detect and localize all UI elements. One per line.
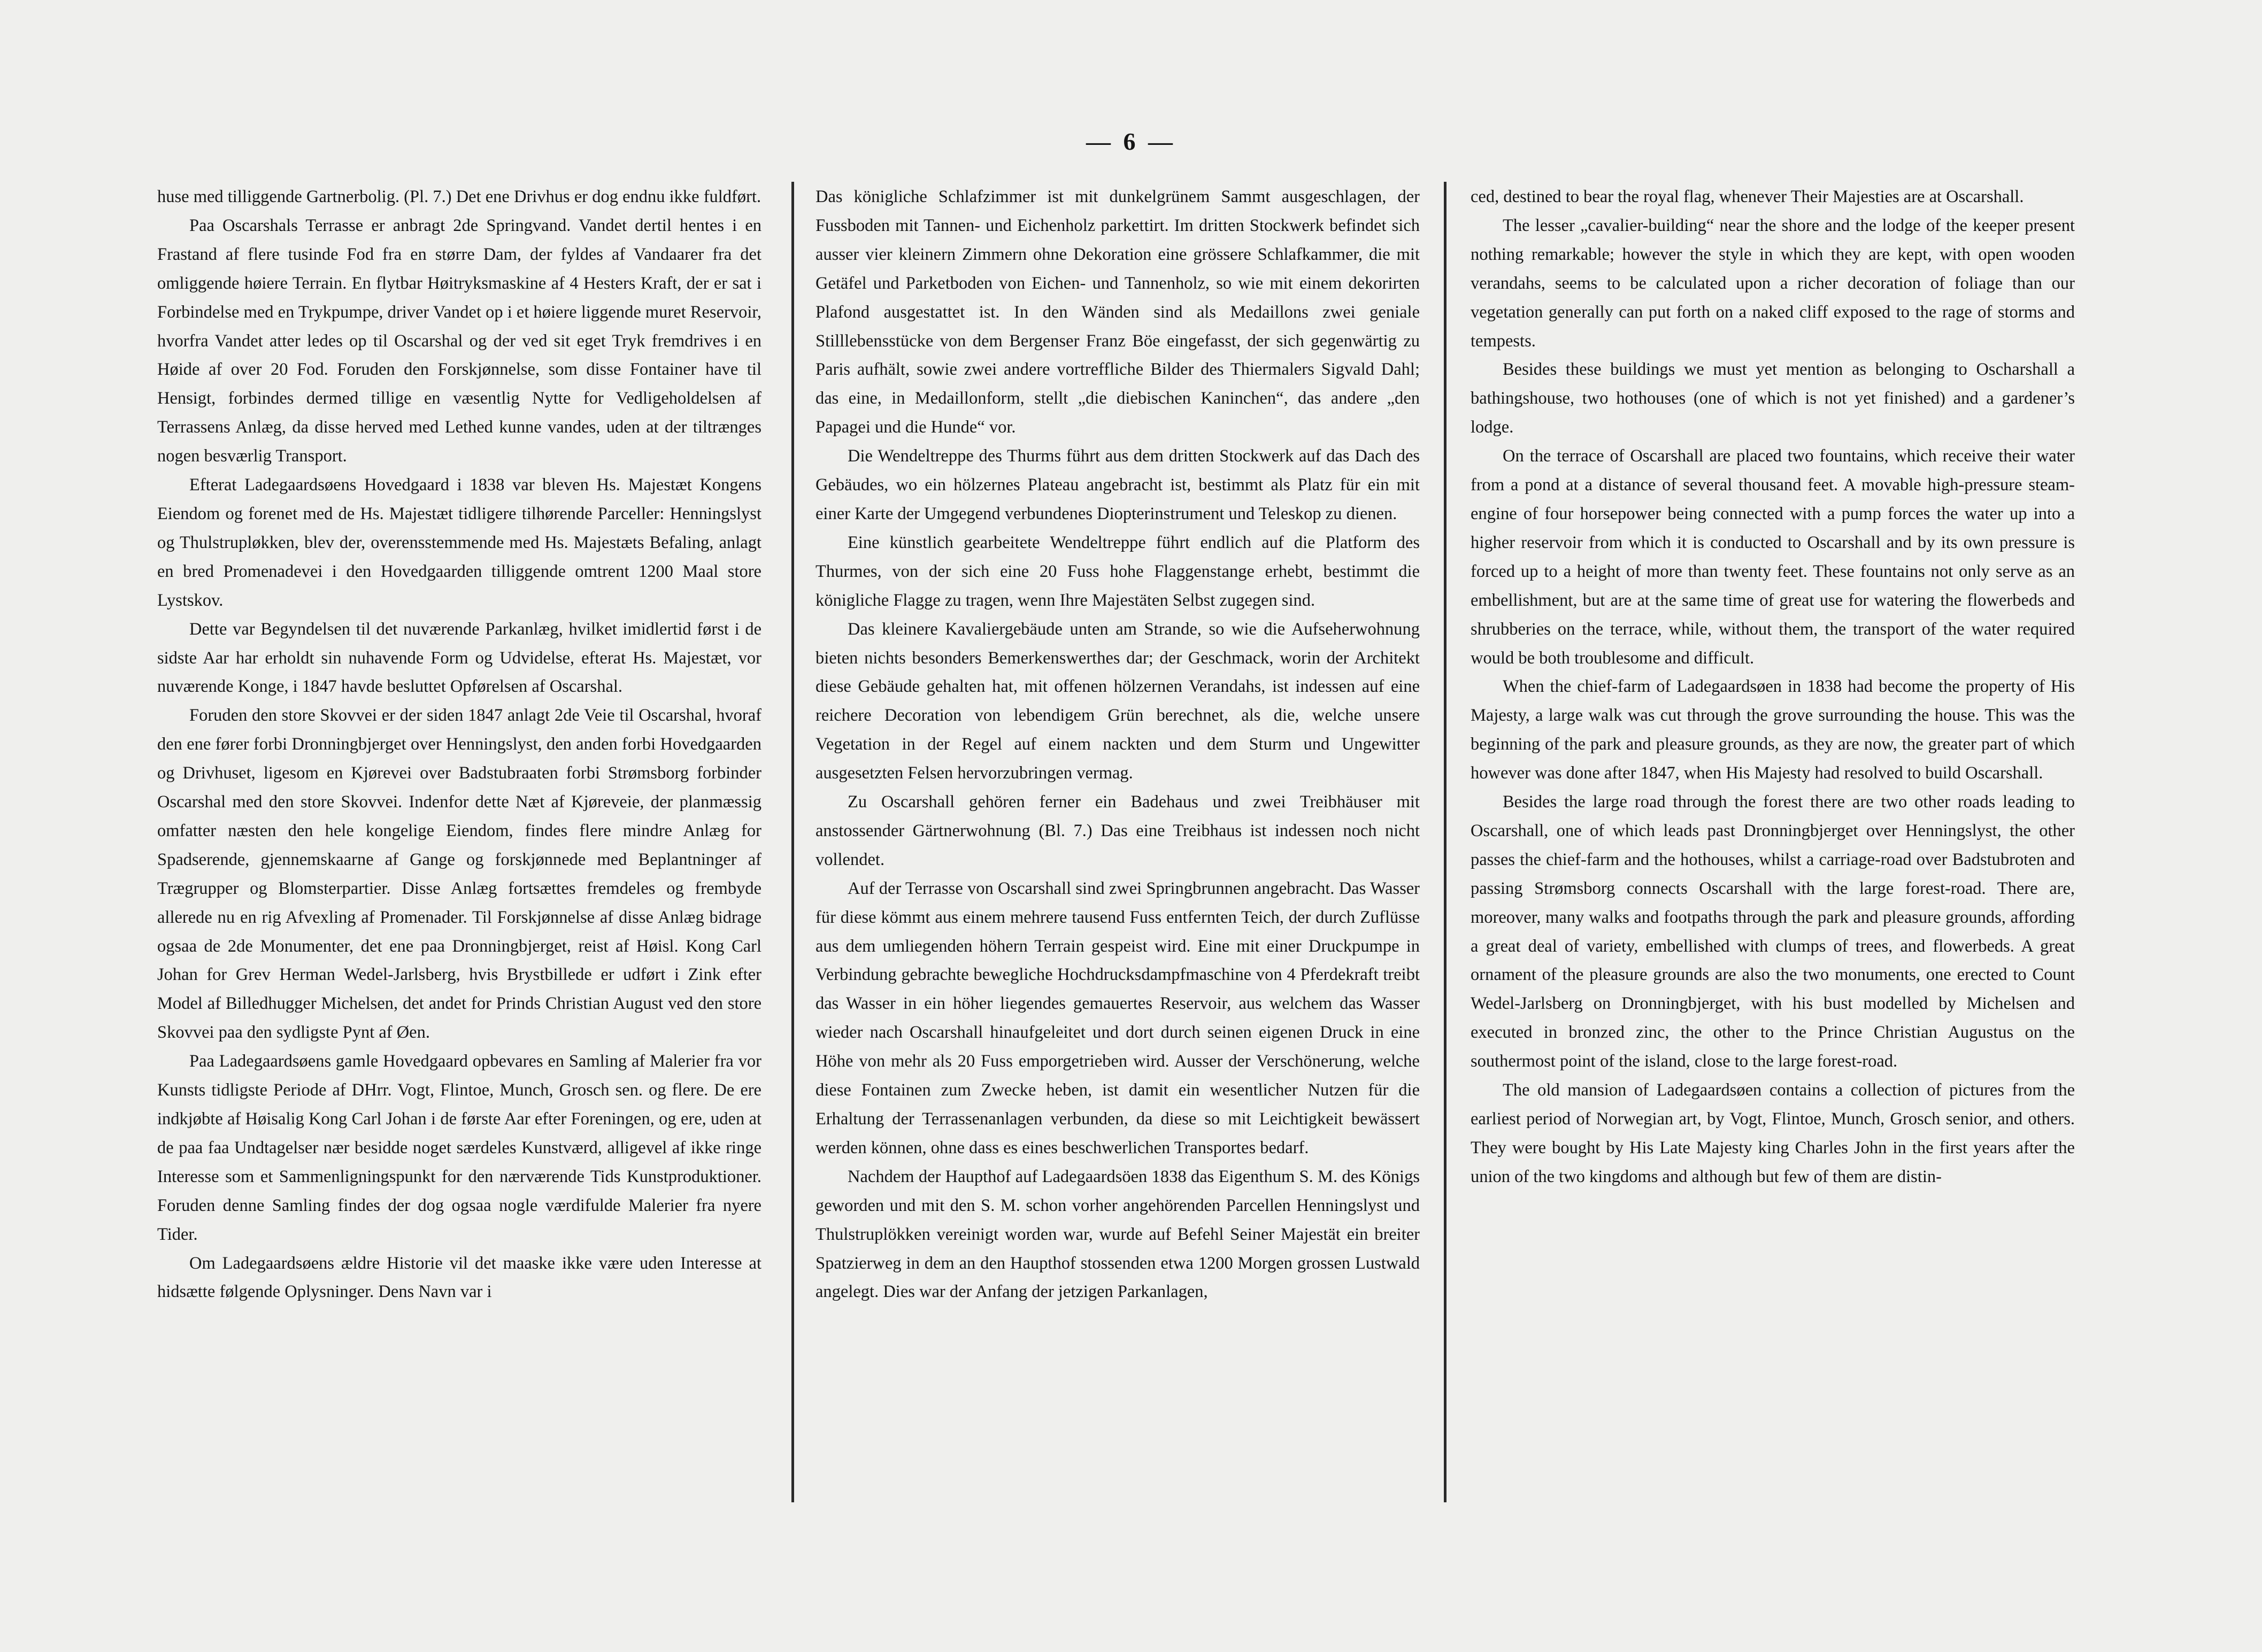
column-divider (1444, 182, 1447, 1502)
paragraph: Om Ladegaardsøens ældre Historie vil det maaske ikke være uden Interesse at hidsætte følgende Oplysninger. Dens Navn var i (157, 1253, 761, 1302)
paragraph: Nachdem der Haupthof auf Ladegaardsöen 1838 das Eigenthum S. M. des Königs geworden und mit den S. M. schon vorher angehörenden Parcellen Henningslyst und Thulstruplökken vereinigt worden war, wurde auf Befehl Seiner Majestät ein breiter Spatzierweg in dem an den Haupthof stossenden etwa 1200 Morgen grossen Lustwald angelegt. Dies war der Anfang der jetzigen Parkanlagen, (815, 1167, 1420, 1302)
paragraph: Foruden den store Skovvei er der siden 1847 anlagt 2de Veie til Oscarshal, hvoraf den ene fører forbi Dronningbjerget over Henningslyst, den anden forbi Hovedgaarden og Drivhuset, ligesom en Kjørevei over Badstubraaten forbi Strømsborg forbinder Oscarshal med den store Skovvei. Indenfor dette Næt af Kjøreveie, der planmæssig omfatter næsten den hele kongelige Eiendom, findes flere mindre Anlæg for Spadserende, gjennemskaarne af Gange og forskjønnede med Beplantninger af Trægrupper og Blomsterpartier. Disse Anlæg fortsættes fremdeles og frembyde allerede nu en rig Afvexling af Promenader. Til Forskjønnelse af disse Anlæg bidrage ogsaa de 2de Monumenter, det ene paa Dronningbjerget, reist af Høisl. Kong Carl Johan for Grev Herman Wedel-Jarlsberg, hvis Brystbillede er udført i Zink efter Model af Billedhugger Michelsen, det andet for Prinds Christian August ved den store Skovvei paa den sydligste Pynt af Øen. (157, 706, 761, 1043)
paragraph: The old mansion of Ladegaardsøen contains a collection of pictures from the earliest period of Norwegian art, by Vogt, Flintoe, Munch, Grosch senior, and others. They were bought by His Late Majesty king Charles John in the first years after the union of the two kingdoms and although but few of them are distin- (1471, 1080, 2075, 1186)
paragraph: Dette var Begyndelsen til det nuværende Parkanlæg, hvilket imidlertid først i de sidste Aar har erholdt sin nuhavende Form og Udvidelse, efterat Hs. Majestæt, vor nuværende Konge, i 1847 havde besluttet Opførelsen af Oscarshal. (157, 619, 761, 697)
page-number: — 6 — (1086, 128, 1176, 155)
paragraph: ced, destined to bear the royal flag, whenever Their Majesties are at Oscarshall. (1471, 187, 2024, 206)
paragraph: huse med tilliggende Gartnerbolig. (Pl. 7.) Det ene Drivhus er dog endnu ikke fuldført. (157, 187, 761, 206)
paragraph: Das königliche Schlafzimmer ist mit dunkelgrünem Sammt ausgeschlagen, der Fussboden mit Tannen- und Eichenholz parkettirt. Im dritten Stockwerk befindet sich ausser vier kleinern Zimmern ohne Dekoration eine grössere Schlafkammer, die mit Getäfel und Parketboden von Eichen- und Tannenholz, so wie mit einem dekorirten Plafond ausgestattet ist. In den Wänden sind als Medaillons zwei geniale Stilllebensstücke von dem Bergenser Franz Böe eingefasst, der sich gegenwärtig zu Paris aufhält, sowie zwei andere vortreffliche Bilder des Thiermalers Sigvald Dahl; das eine, in Medaillonform, stellt „die diebischen Kaninchen“, das andere „den Papagei und die Hunde“ vor. (815, 187, 1420, 437)
paragraph: Zu Oscarshall gehören ferner ein Badehaus und zwei Treibhäuser mit anstossender Gärtnerwohnung (Bl. 7.) Das eine Treibhaus ist indessen noch nicht vollendet. (815, 792, 1420, 869)
column-divider (791, 182, 794, 1502)
paragraph: Paa Oscarshals Terrasse er anbragt 2de Springvand. Vandet dertil hentes i en Frastand af flere tusinde Fod fra en større Dam, der fyldes af Vandaarer fra det omliggende høiere Terrain. En flytbar Høitryksmaskine af 4 Hesters Kraft, der er sat i Forbindelse med en Trykpumpe, driver Vandet op i et høiere liggende muret Reservoir, hvorfra Vandet atter ledes op til Oscarshal og der ved sit eget Tryk fremdrives i en Høide af over 20 Fod. Foruden den Forskjønnelse, som disse Fontainer have til Hensigt, forbindes dermed tillige en væsentlig Nytte for Vedligeholdelsen af Terrassens Anlæg, da disse herved med Lethed kunne vandes, uden at der tiltrænges nogen besværlig Transport. (157, 215, 761, 466)
paragraph: When the chief-farm of Ladegaardsøen in 1838 had become the property of His Majesty, a large walk was cut through the grove surrounding the house. This was the beginning of the park and pleasure grounds, as they are now, the greater part of which however was done after 1847, when His Majesty had resolved to build Oscarshall. (1471, 677, 2075, 783)
paragraph: Eine künstlich gearbeitete Wendeltreppe führt endlich auf die Platform des Thurmes, von der sich eine 20 Fuss hohe Flaggenstange erhebt, bestimmt die königliche Flagge zu tragen, wenn Ihre Majestäten Selbst zugegen sind. (815, 532, 1420, 610)
paragraph: Die Wendeltreppe des Thurms führt aus dem dritten Stockwerk auf das Dach des Gebäudes, wo ein hölzernes Plateau angebracht ist, bestimmt als Platz für ein mit einer Karte der Umgegend verbundenes Diopterinstrument und Teleskop zu dienen. (815, 446, 1420, 523)
paragraph: Paa Ladegaardsøens gamle Hovedgaard opbevares en Samling af Malerier fra vor Kunsts tidligste Periode af DHrr. Vogt, Flintoe, Munch, Grosch sen. og flere. De ere indkjøbte af Høisalig Kong Carl Johan i de første Aar efter Foreningen, og ere, uden at de paa faa Undtagelser nær besidde noget særdeles Kunstværd, alligevel af ikke ringe Interesse som et Sammenligningspunkt for den nærværende Tids Kunstproduktioner. Foruden denne Samling findes der dog ogsaa nogle værdifulde Malerier fra nyere Tider. (157, 1052, 761, 1244)
paragraph: Efterat Ladegaardsøens Hovedgaard i 1838 var bleven Hs. Majestæt Kongens Eiendom og forenet med de Hs. Majestæt tidligere tilhørende Parceller: Henningslyst og Thulstrupløkken, blev der, overensstemmende med Hs. Majestæts Befaling, anlagt en bred Promenadevei i den Hovedgaarden tilliggende omtrent 1200 Maal store Lystskov. (157, 475, 761, 610)
paragraph: The lesser „cavalier-building“ near the shore and the lodge of the keeper present nothing remarkable; however the style in which they are kept, with open wooden verandahs, seems to be calculated upon a richer decoration of foliage than our vegetation generally can put forth on a naked cliff exposed to the rage of storms and tempests. (1471, 215, 2075, 351)
column-german (815, 183, 1420, 1509)
column-english (1471, 183, 2075, 1509)
paragraph: Auf der Terrasse von Oscarshall sind zwei Springbrunnen angebracht. Das Wasser für diese kömmt aus einem mehrere tausend Fuss entfernten Teich, der durch Zuflüsse aus dem umliegenden höhern Terrain gespeist wird. Eine mit einer Druckpumpe in Verbindung gebrachte bewegliche Hochdrucksdampfmaschine von 4 Pferdekraft treibt das Wasser in ein höher liegendes gemauertes Reservoir, aus welchem das Wasser wieder nach Oscarshall hinaufgeleitet und dort durch seinen eigenen Druck in eine Höhe von mehr als 20 Fuss emporgetrieben wird. Ausser der Verschönerung, welche diese Fontainen zum Zwecke heben, ist damit ein wesentlicher Nutzen für die Erhaltung der Terrassenanlagen verbunden, da diese so mit Leichtigkeit bewässert werden können, ohne dass es eines beschwerlichen Transportes bedarf. (815, 878, 1420, 1157)
paragraph: On the terrace of Oscarshall are placed two fountains, which receive their water from a pond at a distance of several thousand feet. A movable high-pressure steam-engine of four horsepower being connected with a pump forces the water up into a higher reservoir from which it is conducted to Oscarshall and by its own pressure is forced up to a height of more than twenty feet. These fountains not only serve as an embellishment, but are at the same time of great use for watering the flowerbeds and shrubberies on the terrace, while, without them, the transport of the water required would be both troublesome and difficult. (1471, 446, 2075, 668)
column-norwegian (157, 183, 761, 1509)
paragraph: Besides these buildings we must yet mention as belonging to Oscharshall a bathingshouse, two hothouses (one of which is not yet finished) and a gardener’s lodge. (1471, 360, 2075, 437)
paragraph: Das kleinere Kavaliergebäude unten am Strande, so wie die Aufseherwohnung bieten nichts besonders Bemerkenswerthes dar; der Geschmack, worin der Architekt diese Gebäude gehalten hat, mit offenen hölzernen Verandahs, ist indessen auf eine reichere Decoration von lebendigem Grün berechnet, als die, welche unsere Vegetation in der Regel auf einem nackten und dem Sturm und Ungewitter ausgesetzten Felsen hervorzubringen vermag. (815, 619, 1420, 783)
paragraph: Besides the large road through the forest there are two other roads leading to Oscarshall, one of which leads past Dronningbjerget over Henningslyst, the other passes the chief-farm and the hothouses, whilst a carriage-road over Badstubroten and passing Strømsborg connects Oscarshall with the large forest-road. There are, moreover, many walks and footpaths through the park and pleasure grounds, affording a great deal of variety, embellished with clumps of trees, and flowerbeds. A great ornament of the pleasure grounds are also the two monuments, one erected to Count Wedel-Jarlsberg on Dronningbjerget, with his bust modelled by Michelsen and executed in bronzed zinc, the other to the Prince Christian Augustus on the southermost point of the island, close to the large forest-road. (1471, 792, 2075, 1071)
